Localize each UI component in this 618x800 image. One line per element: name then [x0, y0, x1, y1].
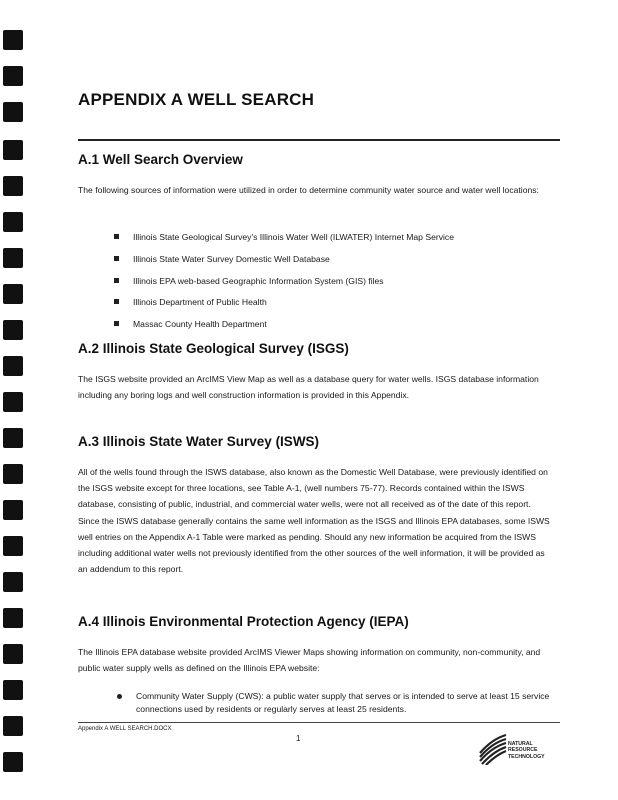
binder-hole — [3, 30, 23, 50]
section-a3-body: All of the wells found through the ISWS database, also known as the Domestic Well Database, were previously identified on the ISGS website except for three locations, see Table A-1, (well numbers 75-77). Records contained within the ISWS database, consisting of public, industrial, and commercial water wells, were not all received as of the date of this report. Since the ISWS database generally contains the same well information as the ISGS and Illinois EPA databases, some ISWS well entries on the Appendix A-1 Table were marked as pending. Should any new information be acquired from the ISWS including additional water wells not previously identified from the other sources of the well information, it will be provided as an addendum to this report. — [78, 467, 550, 575]
binder-hole — [3, 248, 23, 268]
binder-hole — [3, 176, 23, 196]
section-heading-a4: A.4 Illinois Environmental Protection Agency (IEPA) — [78, 614, 409, 629]
binder-hole — [3, 66, 23, 86]
binder-hole — [3, 572, 23, 592]
binder-hole — [3, 356, 23, 376]
binder-hole — [3, 500, 23, 520]
bullet-dot-icon — [117, 694, 122, 699]
list-item: Illinois State Geological Survey's Illinois Water Well (ILWATER) Internet Map Service — [112, 231, 454, 253]
binder-hole — [3, 212, 23, 232]
section-a2-body: The ISGS website provided an ArcIMS View Map as well as a database query for water wells. ISGS database information including any boring logs and well construction information is provided in this Appendix. — [78, 374, 539, 401]
list-item: Community Water Supply (CWS): a public water supply that serves or is intended to serve at least 15 service connections used by residents or regularly serves at least 25 residents. — [117, 690, 557, 716]
bullet-square-icon — [114, 234, 119, 239]
list-item: Illinois State Water Survey Domestic Well Database — [112, 253, 454, 275]
bullet-square-icon — [114, 321, 119, 326]
logo-wordmark: NATURAL RESOURCE TECHNOLOGY — [508, 741, 545, 760]
bullet-square-icon — [114, 256, 119, 261]
binder-hole — [3, 644, 23, 664]
binder-hole — [3, 320, 23, 340]
source-list — [112, 231, 454, 340]
binder-hole — [3, 680, 23, 700]
binder-hole — [3, 392, 23, 412]
binder-hole — [3, 428, 23, 448]
title-divider — [78, 139, 560, 141]
section-heading-a1: A.1 Well Search Overview — [78, 152, 243, 167]
binder-hole — [3, 536, 23, 556]
page-number: 1 — [296, 734, 301, 743]
page-title: APPENDIX A WELL SEARCH — [78, 90, 315, 109]
section-heading-a3: A.3 Illinois State Water Survey (ISWS) — [78, 434, 320, 449]
footer-document-name: Appendix A WELL SEARCH.DOCX — [78, 726, 172, 732]
binder-hole — [3, 284, 23, 304]
bullet-square-icon — [114, 299, 119, 304]
binder-hole — [3, 752, 23, 772]
section-a4-body: The Illinois EPA database website provided ArcIMS Viewer Maps showing information on community, non-community, and public water supply wells as defined on the Illinois EPA website: — [78, 647, 541, 674]
list-item: Illinois EPA web-based Geographic Information System (GIS) files — [112, 275, 454, 297]
binder-hole — [3, 102, 23, 122]
footer-divider — [78, 722, 560, 723]
section-a1-intro: The following sources of information were utilized in order to determine community water source and water well locations: — [78, 185, 539, 195]
binder-hole — [3, 464, 23, 484]
binder-hole — [3, 608, 23, 628]
binder-hole — [3, 140, 23, 160]
list-item: Massac County Health Department — [112, 318, 454, 340]
list-item: Illinois Department of Public Health — [112, 296, 454, 318]
binder-hole — [3, 716, 23, 736]
section-heading-a2: A.2 Illinois State Geological Survey (ISGS) — [78, 341, 349, 356]
bullet-square-icon — [114, 278, 119, 283]
